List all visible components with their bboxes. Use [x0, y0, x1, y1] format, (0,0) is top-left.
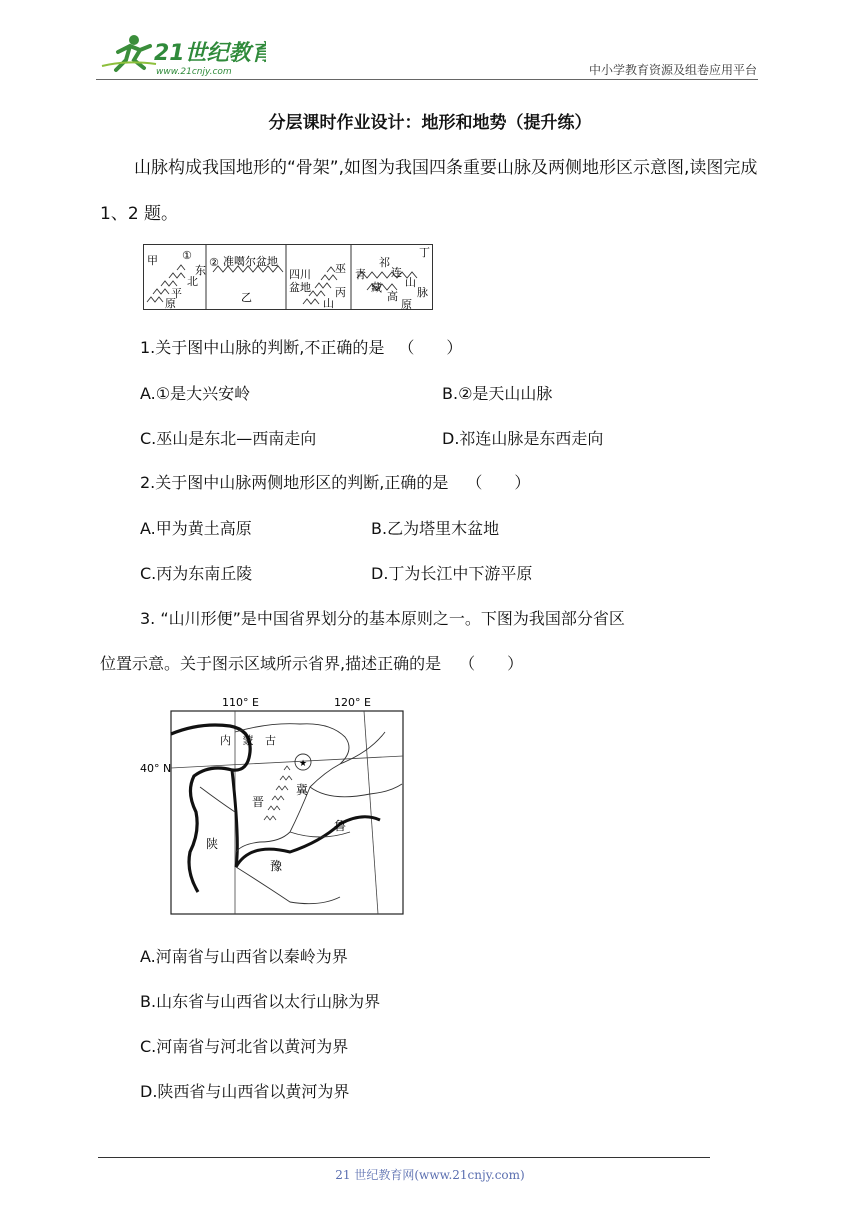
label-circle-1: ① — [182, 249, 192, 262]
q1-option-b: B.②是天山山脉 — [442, 384, 553, 403]
label-qi: 祁 — [379, 256, 390, 269]
map-lat-40: 40° N — [140, 762, 172, 775]
label-zang: 藏 — [371, 281, 382, 294]
q2-answer-blank: （ ） — [466, 473, 531, 492]
label-jia: 甲 — [147, 254, 158, 267]
q3-stem-line1: 3. “山川形便”是中国省界划分的基本原则之一。下图为我国部分省区 — [140, 609, 625, 628]
footer-divider — [98, 1157, 710, 1158]
q3-option-c: C.河南省与河北省以黄河为界 — [140, 1037, 349, 1056]
header-divider — [96, 79, 758, 80]
label-gao: 高 — [387, 290, 398, 303]
map-label-ji: 冀 — [296, 783, 309, 797]
q2-option-a: A.甲为黄土高原 — [140, 519, 252, 538]
label-yuan-4: 原 — [401, 298, 412, 310]
header-platform-text: 中小学教育资源及组卷应用平台 — [588, 63, 757, 77]
runner-logo-icon — [102, 35, 156, 70]
q2-stem — [140, 470, 530, 493]
label-shan: 山 — [323, 297, 334, 310]
q2-option-b: B.乙为塔里木盆地 — [371, 519, 500, 538]
q1-stem — [140, 335, 462, 358]
q2-stem-text: 2.关于图中山脉两侧地形区的判断,正确的是 — [140, 473, 449, 492]
q2-option-c: C.丙为东南丘陵 — [140, 564, 253, 583]
q3-stem-text: 位置示意。关于图示区域所示省界,描述正确的是 — [100, 654, 442, 673]
label-circle-2: ② — [209, 256, 219, 269]
intro-paragraph: 山脉构成我国地形的“骨架”,如图为我国四条重要山脉及两侧地形区示意图,读图完成 1、2 题。 — [100, 158, 758, 224]
label-pendi: 盆地 — [289, 281, 311, 294]
map-label-jin: 晋 — [252, 795, 265, 809]
label-basin: 准噶尔盆地 — [223, 255, 278, 268]
q1-answer-blank: （ ） — [398, 338, 463, 357]
map-lon-120: 120° E — [334, 696, 371, 709]
map-label-lu: 鲁 — [334, 819, 347, 833]
logo-text: 21世纪教育 — [154, 41, 266, 66]
q3-option-b: B.山东省与山西省以太行山脉为界 — [140, 992, 381, 1011]
q1-option-c: C.巫山是东北—西南走向 — [140, 429, 317, 448]
map-label-yu: 豫 — [270, 859, 283, 873]
capital-star-icon: ★ — [298, 759, 308, 769]
label-mai: 脉 — [417, 286, 428, 299]
q1-option-d: D.祁连山脉是东西走向 — [442, 429, 604, 448]
label-bing: 丙 — [335, 286, 346, 299]
q2-option-d: D.丁为长江中下游平原 — [371, 564, 533, 583]
label-wu: 巫 — [335, 262, 346, 275]
q1-stem-text: 1.关于图中山脉的判断,不正确的是 — [140, 338, 385, 357]
province-map — [140, 692, 410, 917]
label-yuan: 原 — [165, 297, 176, 310]
logo-url-text: www.21cnjy.com — [156, 67, 232, 77]
label-ping: 平 — [171, 287, 182, 300]
q3-answer-blank: （ ） — [459, 654, 524, 673]
label-lian: 连 — [391, 266, 402, 279]
q3-stem-line2 — [100, 651, 523, 674]
map-label-shaan: 陕 — [206, 837, 219, 851]
label-yi: 乙 — [241, 291, 252, 304]
q1-option-a: A.①是大兴安岭 — [140, 384, 251, 403]
footer-text[interactable]: 21 世纪教育网(www.21cnjy.com) — [335, 1168, 525, 1182]
label-qing: 青 — [355, 268, 366, 281]
page-title: 分层课时作业设计：地形和地势（提升练） — [268, 113, 592, 133]
q3-option-d: D.陕西省与山西省以黄河为界 — [140, 1082, 350, 1101]
label-shan-4: 山 — [405, 276, 416, 289]
label-sichuan: 四川 — [289, 268, 311, 281]
label-dong: 东 — [195, 264, 206, 277]
site-logo — [96, 30, 266, 80]
q3-option-a: A.河南省与山西省以秦岭为界 — [140, 947, 348, 966]
label-ding: 丁 — [419, 246, 430, 259]
map-lon-110: 110° E — [222, 696, 259, 709]
mountain-ranges-figure — [143, 244, 433, 310]
label-bei: 北 — [187, 275, 198, 288]
map-label-neimenggu: 内 蒙 古 — [220, 734, 280, 747]
